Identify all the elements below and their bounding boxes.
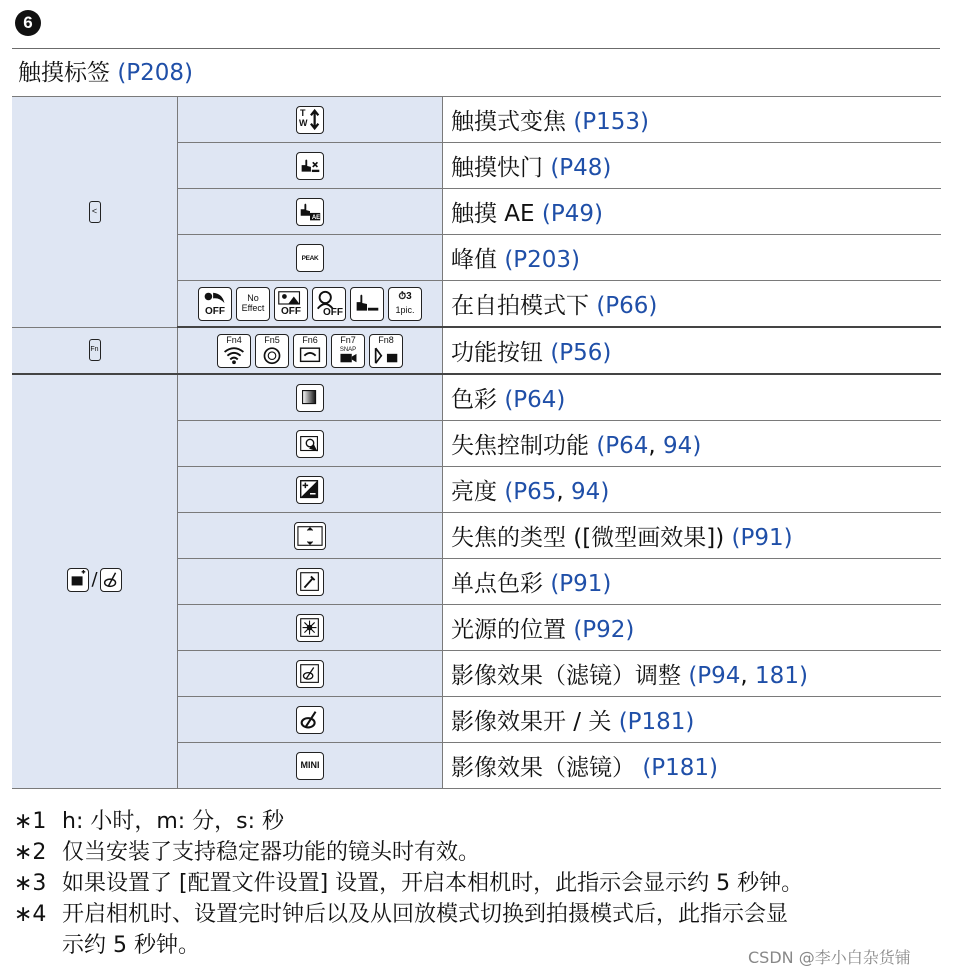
icon-cell [178,743,443,789]
ia-plus-icon [67,568,89,592]
row-label: 触摸快门 (P48) [443,143,942,189]
defocus-control-icon [296,430,324,458]
row-label: 功能按钮 (P56) [443,327,942,374]
icon-cell [178,235,443,281]
touch-shutter-icon [296,152,324,180]
row-label: 单点色彩 (P91) [443,559,942,605]
row-label: 亮度 (P65, 94) [443,467,942,513]
touch-zoom-icon: T W [296,106,324,134]
row-label: 失焦的类型 ([微型画效果]) (P91) [443,513,942,559]
group-fn-tab [12,327,178,374]
row-label: 光源的位置 (P92) [443,605,942,651]
creative-control-tab-icon: / [65,568,123,592]
row-label: 触摸式变焦 (P153) [443,97,942,143]
section-title [18,58,193,88]
icon-cell [178,605,443,651]
icon-cell [178,97,443,143]
icon-cell [178,467,443,513]
slimming-off-icon: OFF [312,287,346,321]
touch-ae-icon: AE [296,198,324,226]
row-label: 影像效果（滤镜）调整 (P94, 181) [443,651,942,697]
touch-tab-table [12,96,941,789]
fn4-wifi-icon: Fn4 [217,334,251,368]
fn6-stabilizer-icon: Fn6 [293,334,327,368]
icon-cell [178,143,443,189]
icon-cell [178,327,443,374]
blur-type-icon [294,522,326,550]
row-label: 触摸 AE (P49) [443,189,942,235]
group-touch-tab [12,97,178,328]
row-label: 色彩 (P64) [443,374,942,421]
peaking-icon: PEAK [296,244,324,272]
fn7-snap-movie-icon: Fn7 SNAP [331,334,365,368]
group-creative-tab [12,374,178,789]
sunshine-position-icon [296,614,324,642]
miniature-filter-icon: MINI [296,752,324,780]
table-row [12,374,941,421]
section-title-label: 触摸标签 [18,60,110,86]
footnote: ∗2 仅当安装了支持稳定器功能的镜头时有效。 [14,840,481,865]
row-label: 峰值 (P203) [443,235,942,281]
one-pic-timer-icon: ⏱3 1pic. [388,287,422,321]
icon-cell [178,281,443,328]
icon-cell [178,651,443,697]
creative-control-icon [100,568,122,592]
background-off-icon: OFF [274,287,308,321]
row-label: 在自拍模式下 (P66) [443,281,942,328]
color-icon [296,384,324,412]
filter-adjust-icon [296,660,324,688]
icon-cell [178,697,443,743]
icon-cell [178,421,443,467]
fn5-aperture-icon: Fn5 [255,334,289,368]
section-title-ref: (P208) [117,60,194,86]
watermark: CSDN @李小白杂货铺 [748,948,911,967]
no-effect-icon: No Effect [236,287,270,321]
filter-on-off-icon [296,706,324,734]
row-label: 失焦控制功能 (P64, 94) [443,421,942,467]
brightness-icon [296,476,324,504]
top-divider [12,48,940,49]
footnote: ∗1 h: 小时，m: 分，s: 秒 [14,809,285,834]
soft-skin-off-icon: OFF [198,287,232,321]
touch-tab-icon: < [89,201,101,223]
row-label: 影像效果开 / 关 (P181) [443,697,942,743]
row-label: 影像效果（滤镜） (P181) [443,743,942,789]
icon-cell [178,189,443,235]
icon-cell [178,559,443,605]
table-row [12,97,941,143]
icon-cell [178,513,443,559]
one-point-color-icon [296,568,324,596]
fn-tab-icon: Fn [89,339,101,361]
footnotes [14,806,803,961]
section-number-badge: 6 [15,10,41,36]
footnote: ∗4 开启相机时、设置完时钟后以及从回放模式切换到拍摄模式后，此指示会显 [14,902,789,927]
touch-shutter-selfie-icon [350,287,384,321]
icon-cell [178,374,443,421]
footnote: ∗3 如果设置了 [配置文件设置] 设置，开启本相机时，此指示会显示约 5 秒钟。 [14,871,804,896]
fn8-ex-zoom-icon: Fn8 [369,334,403,368]
footnote-continuation: 示约 5 秒钟。 [62,933,200,958]
table-row [12,327,941,374]
